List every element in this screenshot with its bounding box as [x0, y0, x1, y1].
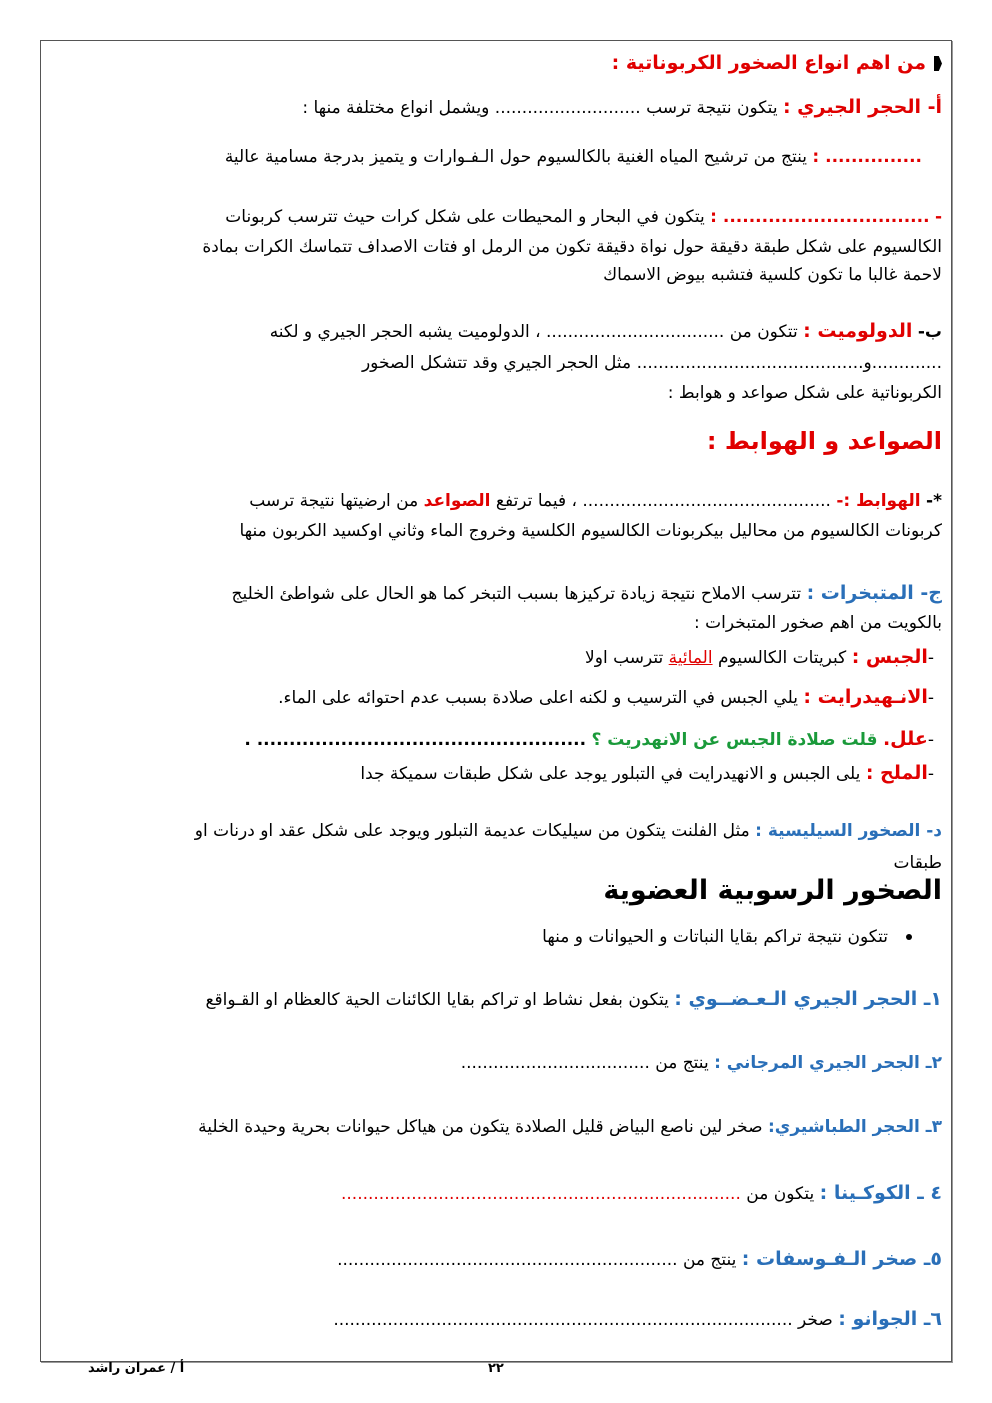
stal-text1: .............................................. ، فيما ترتفع	[495, 491, 831, 511]
stal-heading: الصواعد و الهوابط :	[706, 427, 942, 455]
gypsum-text2: تترسب اولا	[585, 648, 664, 668]
organic-bullet-text: تتكون نتيجة تراكم بقايا النباتات و الحيوانات و منها	[542, 927, 888, 947]
sub2-blank: ................................ :	[710, 207, 930, 227]
stal-text2: من ارضيتها نتيجة ترسب	[249, 491, 419, 511]
gypsum-line	[50, 646, 934, 669]
stal-line2: كربونات الكالسيوم من محاليل بيكربونات الكالسيوم الكلسية وخروج الماء وثاني اوكسيد الكربون منها	[239, 521, 942, 541]
sub2-dash: -	[934, 207, 942, 227]
item1-label: ١ـ الحجر الجيري الـعـضــوي :	[674, 988, 942, 1010]
anhydrite-label: الانـهيدرايت :	[803, 686, 928, 708]
siliceous-text: مثل الفلنت يتكون من سيليكات عديمة التبلور ويوجد على شكل عقد او درنات او	[194, 821, 750, 841]
item3-text: صخر لين ناصع البياض قليل الصلادة يتكون من هياكل حيوانات بحرية وحيدة الخلية	[198, 1117, 763, 1137]
item1-text: يتكون بفعل نشاط او تراكم بقايا الكائنات الحية كالعظام او القـواقع	[205, 990, 669, 1010]
stal-label2: الصواعد	[423, 491, 491, 511]
question-dash: -	[927, 730, 934, 750]
evaporites-line2: بالكويت من اهم صخور المتبخرات :	[694, 613, 942, 633]
sub1-blank: ............... :	[812, 147, 922, 167]
sub2-line2: الكالسيوم على شكل طبقة دقيقة حول نواة دقيقة تكون من الرمل او فتات الاصداف تتماسك الكرات بمادة	[202, 237, 942, 257]
dolomite-line2: .............و.......................................... مثل الحجر الجيري وقد تتشكل الصخور	[361, 353, 942, 373]
sub1-text: ينتج من ترشيح المياه الغنية بالكالسيوم حول الـفـوارات و يتميز بدرجة مسامية عالية	[224, 147, 807, 167]
salt-label: الملح :	[865, 762, 928, 784]
organic-bullet-line	[50, 926, 912, 948]
anhydrite-dash: -	[927, 688, 934, 708]
dolomite-label: الدولوميت :	[803, 320, 913, 342]
siliceous-line	[50, 820, 942, 842]
gypsum-label: الجبس :	[851, 646, 928, 668]
sub2-line3: لاحمة غالبا ما تكون كلسية فتشبه بيوض الاسماك	[603, 265, 942, 285]
salt-text: يلى الجبس و الانهيدرايت في التبلور يوجد على شكل طبقات سميكة جدا	[360, 764, 861, 784]
siliceous-line2: طبقات	[893, 853, 942, 873]
item-3	[50, 1116, 942, 1138]
footer	[0, 1361, 992, 1381]
organic-heading: الصخور الرسوبية العضوية	[603, 875, 942, 906]
item4-label: ٤ ـ الكوكـينا :	[819, 1182, 942, 1204]
item4-blank: ..........................................................................	[340, 1184, 741, 1204]
item2-text: ينتج من ...................................	[460, 1053, 709, 1073]
question-line	[50, 728, 934, 751]
section-intro	[50, 52, 942, 74]
gypsum-text1: كبريتات الكالسيوم	[717, 648, 847, 668]
gypsum-mark: المائية	[668, 648, 713, 668]
dolomite-line	[50, 320, 942, 343]
sub2-text: يتكون في البحار و المحيطات على شكل كرات حيث تترسب كربونات	[225, 207, 705, 227]
siliceous-label: د- الصخور السيليسية :	[755, 821, 942, 841]
limestone-label: أ- الحجر الجيري :	[782, 96, 942, 118]
gypsum-dash: -	[927, 648, 934, 668]
arrow-marker-icon	[934, 56, 942, 71]
limestone-line	[50, 96, 942, 119]
salt-line	[50, 762, 934, 785]
evaporites-text: تترسب الاملاح نتيجة زيادة تركيزها بسبب التبخر كما هو الحال على شواطئ الخليج	[231, 584, 802, 604]
bullet-icon	[906, 934, 912, 940]
item6-text: صخر .....................................................................................	[333, 1310, 833, 1330]
limestone-sub2	[50, 206, 942, 228]
salt-dash: -	[927, 764, 934, 784]
item-1	[50, 988, 942, 1011]
dolomite-prefix: ب-	[917, 322, 942, 342]
item2-label: ٢ـ الجحر الجيري المرجاني :	[714, 1053, 942, 1073]
dolomite-text: تتكون من ................................. ، الدولوميت يشبه الحجر الجيري و لكنه	[269, 322, 798, 342]
stal-prefix: *-	[926, 491, 942, 511]
footer-author: أ / عمران راشد	[88, 1361, 185, 1376]
item4-text: يتكون من	[746, 1184, 815, 1204]
question-label: علل.	[882, 728, 928, 750]
limestone-sub1	[50, 146, 922, 168]
item6-label: ٦ـ الجوانو :	[838, 1308, 942, 1330]
item5-text: ينتج من ...............................................................	[337, 1250, 737, 1270]
item-2	[50, 1052, 942, 1074]
evaporites-line	[50, 582, 942, 605]
anhydrite-text: يلي الجبس في الترسيب و لكنه اعلى صلادة بسبب عدم احتوائه على الماء.	[278, 688, 798, 708]
item5-label: ٥ـ صخر الـفـوسفات :	[741, 1248, 942, 1270]
item-6	[50, 1308, 942, 1331]
question-blank: ................................................... .	[244, 730, 587, 750]
item-5	[50, 1248, 942, 1271]
intro-title: من اهم انواع الصخور الكربوناتية :	[611, 52, 926, 74]
question-text: قلت صلادة الجبس عن الانهدريت ؟	[591, 730, 878, 750]
item3-label: ٣ـ الحجر الطباشيري:	[767, 1117, 942, 1137]
stal-line	[50, 490, 942, 512]
anhydrite-line	[50, 686, 934, 709]
limestone-text: يتكون نتيجة ترسب ........................... ويشمل انواع مختلفة منها :	[302, 98, 778, 118]
item-4	[50, 1182, 942, 1205]
evaporites-label: ج- المتبخرات :	[806, 582, 942, 604]
dolomite-line3: الكربوناتية على شكل صواعد و هوابط :	[667, 383, 942, 403]
footer-page-number: ٢٢	[488, 1361, 504, 1376]
stal-label1: الهوابط :-	[836, 491, 921, 511]
